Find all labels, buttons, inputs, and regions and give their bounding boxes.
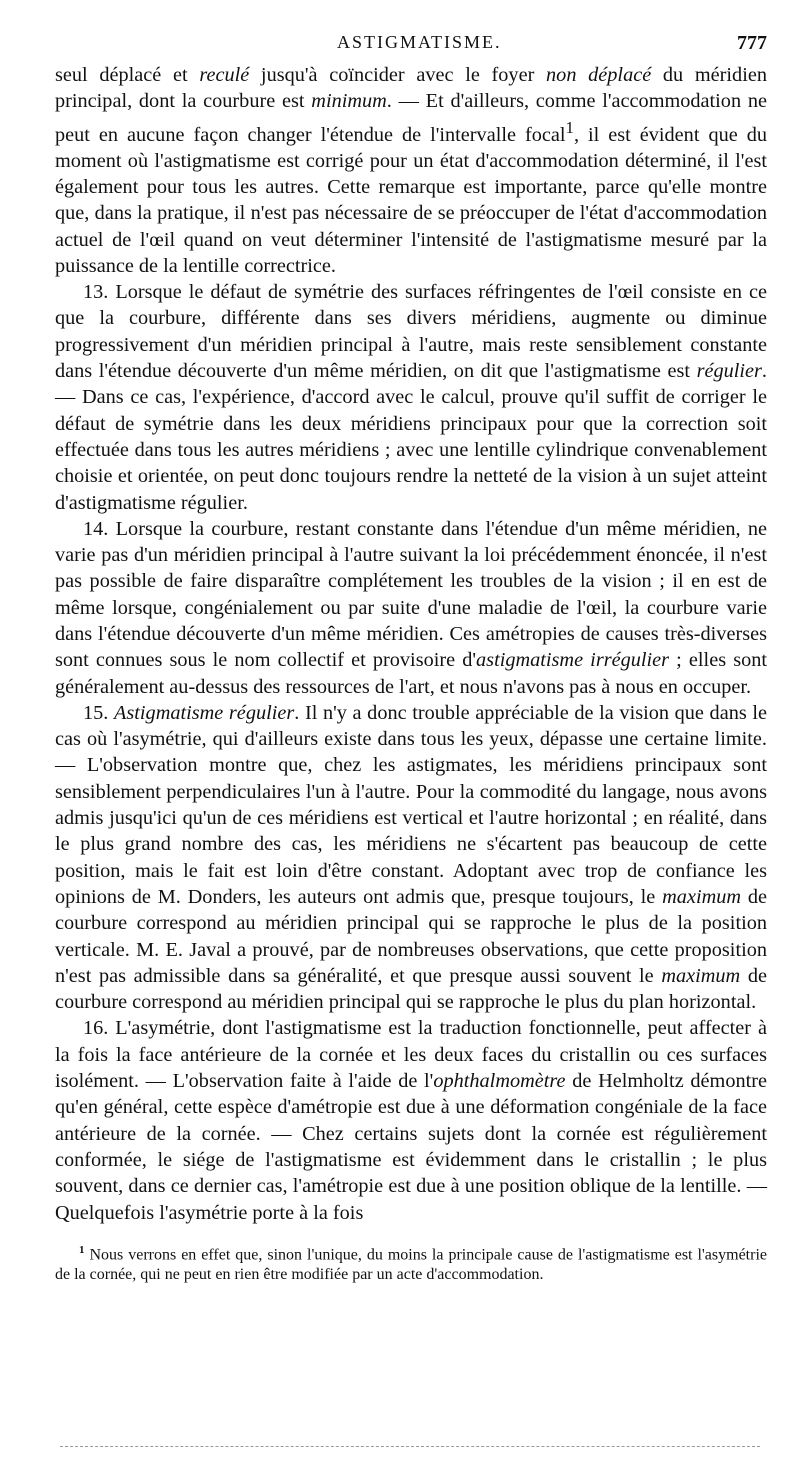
footnote	[55, 1240, 767, 1285]
text-run: ; elles sont généralement au-dessus des ressources de l'art, et nous n'avons pas à nous en occuper.	[55, 649, 768, 698]
footnote-reference: 1	[565, 117, 574, 137]
paragraph-continuation	[55, 62, 767, 279]
text-run: , il est évident que du moment où l'astigmatisme est corrigé pour un état d'accommodation déterminé, il l'est également pour tous les autres. Cette remarque est importante, parce qu'elle montre que, dans la pratique, il n'est pas nécessaire de se préoccuper de l'état d'accommodation actuel de l'œil quand on veut déterminer l'intensité de l'astigmatisme mesuré par la puissance de la lentille correctrice.	[55, 123, 767, 277]
paragraph-15	[55, 700, 767, 1016]
paragraph-16	[55, 1015, 767, 1225]
emphasis-text: ophthalmomètre	[433, 1070, 566, 1093]
section-number: 16.	[83, 1017, 109, 1040]
text-run: . — Dans ce cas, l'expérience, d'accord avec le calcul, prouve qu'il suffit de corriger le défaut de symétrie dans les deux méridiens principaux pour que la correction soit effectuée dans tous les autres méridiens ; avec une lentille cylindrique convenablement choisie et orientée, on peut donc toujours rendre la netteté de la vision à un sujet atteint d'astigmatisme régulier.	[55, 360, 767, 514]
emphasis-text: reculé	[199, 64, 250, 86]
bottom-rule	[60, 1446, 760, 1447]
text-run: Lorsque la courbure, restant constante dans l'étendue d'un même méridien, ne varie pas d'un méridien principal à l'autre suivant la loi précédemment énoncée, il n'est pas possible de faire disparaître complétement les troubles de la vision ; il en est de même lorsque, congénialement ou par suite d'une maladie de l'œil, la courbure varie dans l'étendue découverte d'un même méridien. Ces amétropies de causes très-diverses sont connues sous le nom collectif et provisoire d'	[55, 517, 767, 672]
body-text	[55, 62, 767, 1226]
text-run: du méridien principal, dont la courbure est	[55, 64, 767, 113]
emphasis-text: maximum	[661, 964, 741, 987]
paragraph-13	[55, 279, 767, 516]
footnote-text: Nous verrons en effet que, sinon l'unique, du moins la principale cause de l'astigmatisme est l'asymétrie de la cornée, qui ne peut en rien être modifiée par un acte d'accommodation.	[55, 1246, 767, 1284]
text-run: jusqu'à coïncider avec le foyer	[249, 64, 547, 86]
emphasis-text: Astigmatisme régulier	[114, 701, 295, 724]
text-run: . — Et d'ailleurs, comme l'accommodation ne peut en aucune façon changer l'étendue de l'intervalle focal	[55, 90, 767, 146]
text-run: de courbure correspond au méridien principal qui se rapproche le plus du plan horizontal.	[55, 964, 768, 1014]
book-page	[55, 26, 767, 1285]
text-run: de Helmholtz démontre qu'en général, cette espèce d'amétropie est due à une déformation congéniale de la face antérieure de la cornée. — Chez certains sujets dont la cornée est régulièrement conformée, le siége de l'astigmatisme est évidemment dans le cristallin ; le plus souvent, dans ce dernier cas, l'amétropie est due à une position oblique de la lentille. — Quelquefois l'asymétrie porte à la fois	[55, 1070, 767, 1224]
page-number: 777	[737, 32, 767, 54]
emphasis-text: non déplacé	[546, 64, 652, 86]
text-run: de courbure correspond au méridien principal qui se rapproche le plus de la position verticale. M. E. Javal a prouvé, par de nombreuses observations, que cette proposition n'est pas admissible dans sa généralité, et que presque aussi souvent le	[55, 885, 768, 987]
text-run: Lorsque le défaut de symétrie des surfaces réfringentes de l'œil consiste en ce que la courbure, différente dans ses divers méridiens, augmente ou diminue progressivement d'un méridien principal à l'autre, mais reste sensiblement constante dans l'étendue découverte d'un même méridien, on dit que l'astigmatisme est	[55, 281, 767, 383]
footnote-marker: 1	[79, 1243, 85, 1256]
text-run: L'asymétrie, dont l'astigmatisme est la traduction fonctionnelle, peut affecter à la fois la face antérieure de la cornée et les deux faces du cristallin ou ces surfaces isolément. — L'observation faite à l'aide de l'	[55, 1017, 767, 1093]
paragraph-14	[55, 516, 767, 700]
emphasis-text: régulier	[696, 360, 762, 383]
emphasis-text: astigmatisme irrégulier	[476, 649, 670, 672]
section-number: 15.	[83, 701, 109, 724]
text-run: . Il n'y a donc trouble appréciable de la vision que dans le cas où l'asymétrie, qui d'ailleurs existe dans tous les yeux, dépasse une certaine limite. — L'observation montre que, chez les astigmates, les méridiens principaux sont sensiblement perpendiculaires l'un à l'autre. Pour la commodité du langage, nous avons admis jusqu'ici qu'un de ces méridiens est vertical et l'autre horizontal ; en réalité, dans le plus grand nombre des cas, les méridiens ne s'écartent pas beaucoup de cette position, mais le fait est loin d'être constant. Adoptant avec trop de confiance les opinions de M. Donders, les auteurs ont admis que, presque toujours, le	[55, 701, 767, 908]
section-number: 13.	[83, 281, 109, 304]
running-title: ASTIGMATISME.	[337, 32, 502, 52]
emphasis-text: minimum	[311, 90, 387, 113]
section-number: 14.	[83, 517, 109, 540]
running-head	[55, 26, 767, 58]
emphasis-text: maximum	[662, 885, 742, 908]
text-run: seul déplacé et	[55, 64, 200, 86]
